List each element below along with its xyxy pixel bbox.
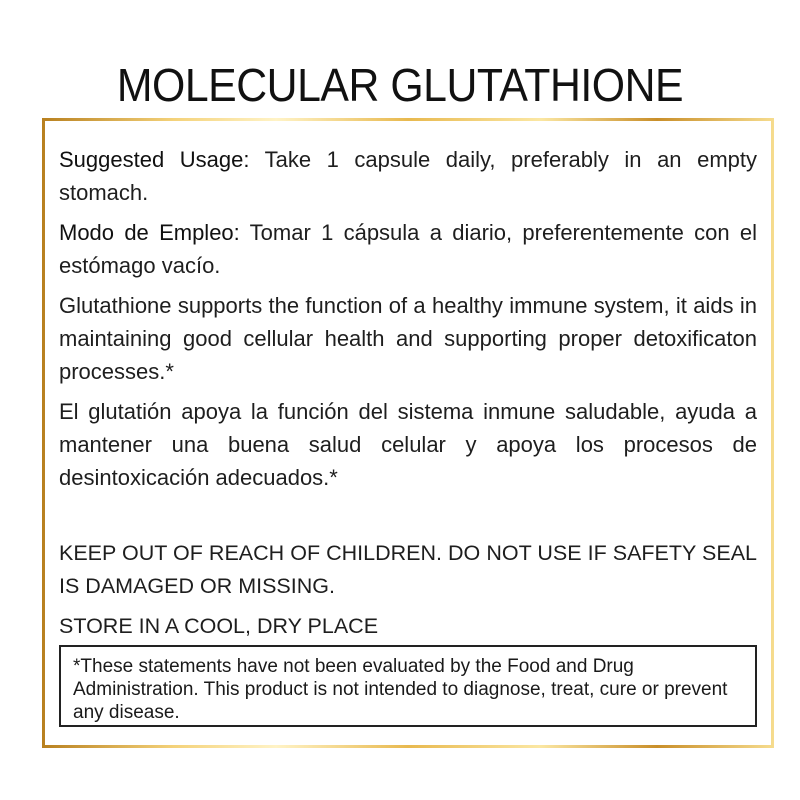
description-es: El glutatión apoya la función del sistema inmune saludable, ayuda a mantener una buena salud celular y apoya los procesos de desintoxicación adecuados.* [59,399,757,490]
usage-en-text: Take 1 capsule daily, preferably in an empty stomach. [59,147,757,205]
usage-es-paragraph [59,216,757,282]
fda-disclaimer-box [59,645,757,727]
gold-frame [42,118,774,748]
storage-text: STORE IN A COOL, DRY PLACE [59,614,379,638]
page-title: MOLECULAR GLUTATHIONE [116,59,684,111]
label-content [59,143,757,650]
warning-text: KEEP OUT OF REACH OF CHILDREN. DO NOT USE IF SAFETY SEAL IS DAMAGED OR MISSING. [59,541,757,598]
usage-es-label: Modo de Empleo: [59,220,240,245]
usage-es-text: Tomar 1 cápsula a diario, preferentemente con el estómago vacío. [59,220,758,278]
usage-en-label: Suggested Usage: [59,147,250,172]
spacer [59,501,757,537]
description-en: Glutathione supports the function of a healthy immune system, it aids in maintaining good cellular health and supporting proper detoxificaton processes.* [59,293,757,384]
fda-disclaimer-text: *These statements have not been evaluated by the Food and Drug Administration. This product is not intended to diagnose, treat, cure or prevent any disease. [73,656,728,723]
usage-en-paragraph [59,143,757,209]
label-panel [45,121,771,745]
